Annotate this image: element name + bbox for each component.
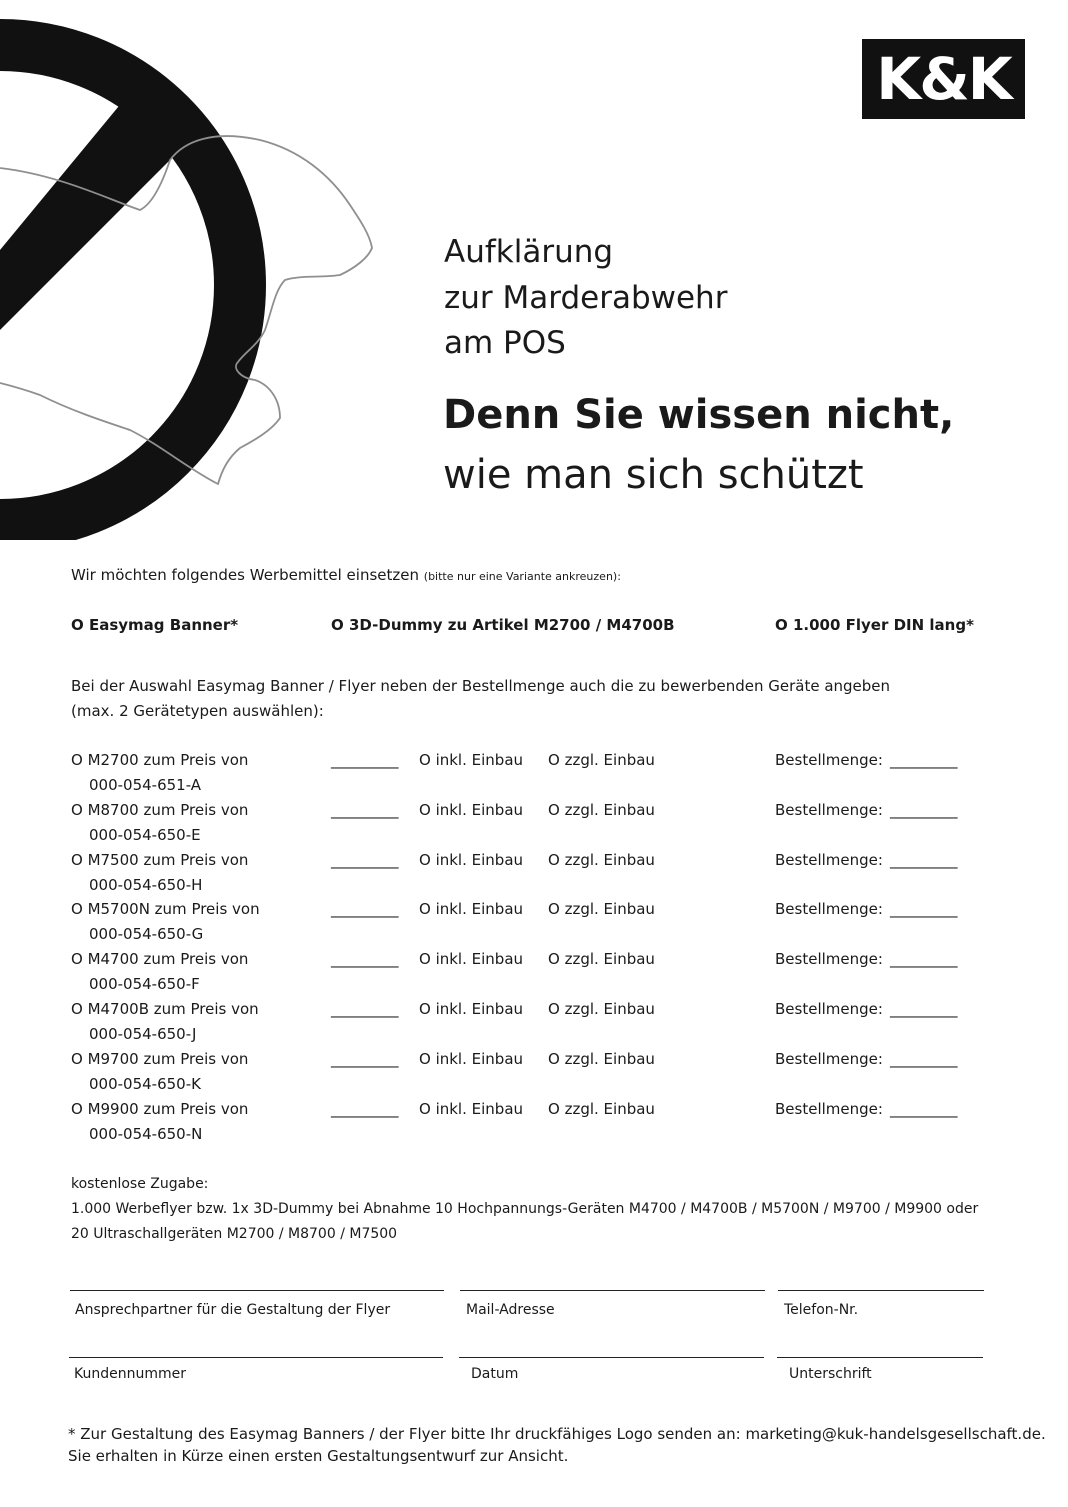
order-quantity-label: Bestellmenge: xyxy=(775,1050,883,1068)
bonus-line-1: 1.000 Werbeflyer bzw. 1x 3D-Dummy bei Abnahme 10 Hochpannungs-Geräten M4700 / M4700B / M5700N / M9700 / M9900 oder xyxy=(71,1201,979,1217)
zzgl-einbau-checkbox[interactable]: O zzgl. Einbau xyxy=(548,900,655,918)
order-quantity-label: Bestellmenge: xyxy=(775,801,883,819)
order-quantity-label: Bestellmenge: xyxy=(775,950,883,968)
price-blank[interactable]: _________ xyxy=(331,900,399,918)
product-model-checkbox[interactable]: O M2700 zum Preis von xyxy=(71,751,249,769)
product-row xyxy=(0,851,1068,901)
customer-no-field-line[interactable] xyxy=(69,1357,443,1358)
order-quantity-blank[interactable]: _________ xyxy=(890,1050,958,1068)
phone-field-line[interactable] xyxy=(778,1290,984,1291)
headline-line-2: zur Marderabwehr xyxy=(444,280,728,316)
product-article-number: 000-054-650-F xyxy=(89,975,200,993)
footnote-line-2: Sie erhalten in Kürze einen ersten Gestaltungsentwurf zur Ansicht. xyxy=(68,1447,569,1465)
headline-sub: wie man sich schützt xyxy=(443,452,864,498)
product-model-checkbox[interactable]: O M7500 zum Preis von xyxy=(71,851,249,869)
intro-text xyxy=(71,566,621,586)
inkl-einbau-checkbox[interactable]: O inkl. Einbau xyxy=(419,1100,524,1118)
selection-note-line-2: (max. 2 Gerätetypen auswählen): xyxy=(71,702,324,720)
order-quantity-blank[interactable]: _________ xyxy=(890,851,958,869)
kk-logo: K&K xyxy=(862,39,1025,119)
price-blank[interactable]: _________ xyxy=(331,1000,399,1018)
product-row xyxy=(0,900,1068,950)
price-blank[interactable]: _________ xyxy=(331,851,399,869)
order-quantity-blank[interactable]: _________ xyxy=(890,1100,958,1118)
order-quantity-label: Bestellmenge: xyxy=(775,900,883,918)
contact-label: Ansprechpartner für die Gestaltung der Flyer xyxy=(75,1302,391,1318)
option-3d-dummy[interactable]: O 3D-Dummy zu Artikel M2700 / M4700B xyxy=(331,616,675,634)
headline-bold: Denn Sie wissen nicht, xyxy=(443,392,955,438)
contact-field-line[interactable] xyxy=(70,1290,444,1291)
intro-note: (bitte nur eine Variante ankreuzen): xyxy=(423,570,621,583)
price-blank[interactable]: _________ xyxy=(331,950,399,968)
order-quantity-blank[interactable]: _________ xyxy=(890,751,958,769)
product-row xyxy=(0,801,1068,851)
date-field-line[interactable] xyxy=(459,1357,764,1358)
product-row xyxy=(0,1000,1068,1050)
customer-no-label: Kundennummer xyxy=(74,1366,186,1382)
product-model-checkbox[interactable]: O M5700N zum Preis von xyxy=(71,900,260,918)
zzgl-einbau-checkbox[interactable]: O zzgl. Einbau xyxy=(548,851,655,869)
order-quantity-label: Bestellmenge: xyxy=(775,1100,883,1118)
signature-field-line[interactable] xyxy=(777,1357,983,1358)
product-model-checkbox[interactable]: O M9700 zum Preis von xyxy=(71,1050,249,1068)
inkl-einbau-checkbox[interactable]: O inkl. Einbau xyxy=(419,1050,524,1068)
bonus-line-2: 20 Ultraschallgeräten M2700 / M8700 / M7500 xyxy=(71,1226,398,1242)
product-model-checkbox[interactable]: O M9900 zum Preis von xyxy=(71,1100,249,1118)
product-article-number: 000-054-651-A xyxy=(89,776,202,794)
headline-line-3: am POS xyxy=(444,325,566,361)
product-article-number: 000-054-650-N xyxy=(89,1125,203,1143)
order-quantity-blank[interactable]: _________ xyxy=(890,950,958,968)
product-row xyxy=(0,950,1068,1000)
product-model-checkbox[interactable]: O M8700 zum Preis von xyxy=(71,801,249,819)
product-article-number: 000-054-650-K xyxy=(89,1075,201,1093)
product-row xyxy=(0,751,1068,801)
order-quantity-blank[interactable]: _________ xyxy=(890,900,958,918)
signature-label: Unterschrift xyxy=(789,1366,872,1382)
order-quantity-blank[interactable]: _________ xyxy=(890,1000,958,1018)
order-quantity-label: Bestellmenge: xyxy=(775,751,883,769)
zzgl-einbau-checkbox[interactable]: O zzgl. Einbau xyxy=(548,801,655,819)
inkl-einbau-checkbox[interactable]: O inkl. Einbau xyxy=(419,1000,524,1018)
order-quantity-label: Bestellmenge: xyxy=(775,851,883,869)
product-article-number: 000-054-650-E xyxy=(89,826,201,844)
marten-prohibition-graphic xyxy=(0,0,440,540)
price-blank[interactable]: _________ xyxy=(331,751,399,769)
headline-line-1: Aufklärung xyxy=(444,234,614,270)
zzgl-einbau-checkbox[interactable]: O zzgl. Einbau xyxy=(548,950,655,968)
intro-main: Wir möchten folgendes Werbemittel einsetzen xyxy=(71,566,419,584)
product-article-number: 000-054-650-H xyxy=(89,876,203,894)
order-quantity-blank[interactable]: _________ xyxy=(890,801,958,819)
price-blank[interactable]: _________ xyxy=(331,1050,399,1068)
zzgl-einbau-checkbox[interactable]: O zzgl. Einbau xyxy=(548,751,655,769)
inkl-einbau-checkbox[interactable]: O inkl. Einbau xyxy=(419,950,524,968)
inkl-einbau-checkbox[interactable]: O inkl. Einbau xyxy=(419,801,524,819)
phone-label: Telefon-Nr. xyxy=(784,1302,859,1318)
price-blank[interactable]: _________ xyxy=(331,1100,399,1118)
date-label: Datum xyxy=(471,1366,519,1382)
bonus-title: kostenlose Zugabe: xyxy=(71,1176,209,1192)
zzgl-einbau-checkbox[interactable]: O zzgl. Einbau xyxy=(548,1050,655,1068)
zzgl-einbau-checkbox[interactable]: O zzgl. Einbau xyxy=(548,1100,655,1118)
zzgl-einbau-checkbox[interactable]: O zzgl. Einbau xyxy=(548,1000,655,1018)
inkl-einbau-checkbox[interactable]: O inkl. Einbau xyxy=(419,851,524,869)
option-easymag-banner[interactable]: O Easymag Banner* xyxy=(71,616,239,634)
inkl-einbau-checkbox[interactable]: O inkl. Einbau xyxy=(419,751,524,769)
selection-note-line-1: Bei der Auswahl Easymag Banner / Flyer neben der Bestellmenge auch die zu bewerbenden Geräte angeben xyxy=(71,677,891,695)
product-row xyxy=(0,1100,1068,1150)
price-blank[interactable]: _________ xyxy=(331,801,399,819)
mail-field-line[interactable] xyxy=(460,1290,765,1291)
footnote-line-1: * Zur Gestaltung des Easymag Banners / der Flyer bitte Ihr druckfähiges Logo senden an: marketing@kuk-handelsgesellschaft.de. xyxy=(68,1425,1046,1443)
inkl-einbau-checkbox[interactable]: O inkl. Einbau xyxy=(419,900,524,918)
option-flyer[interactable]: O 1.000 Flyer DIN lang* xyxy=(775,616,974,634)
product-model-checkbox[interactable]: O M4700B zum Preis von xyxy=(71,1000,259,1018)
product-article-number: 000-054-650-J xyxy=(89,1025,197,1043)
product-model-checkbox[interactable]: O M4700 zum Preis von xyxy=(71,950,249,968)
product-row xyxy=(0,1050,1068,1100)
order-quantity-label: Bestellmenge: xyxy=(775,1000,883,1018)
mail-label: Mail-Adresse xyxy=(466,1302,555,1318)
product-article-number: 000-054-650-G xyxy=(89,925,204,943)
